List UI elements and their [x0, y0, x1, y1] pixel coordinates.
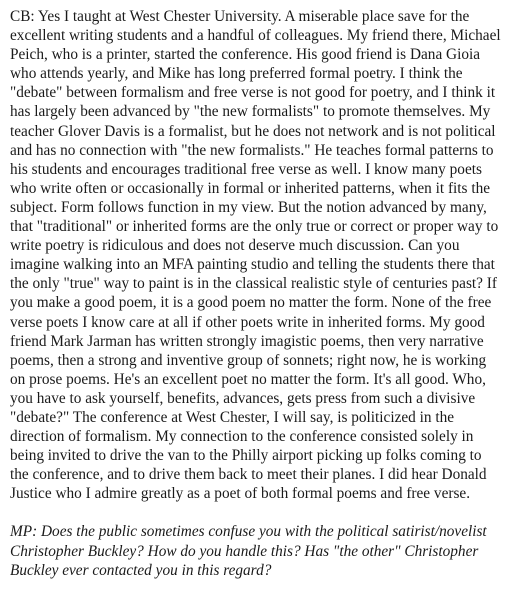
question-paragraph: MP: Does the public sometimes confuse you with the political satirist/novelist Christopher Buckley? How do you handle this? Has "the other" Christopher Buckley ever contacted you in this regard?: [10, 523, 487, 579]
interview-text: [10, 7, 502, 580]
answer-paragraph: CB: Yes I taught at West Chester University. A miserable place save for the excellent writing students and a handful of colleagues. My friend there, Michael Peich, who is a printer, started the conference. His good friend is Dana Gioia who attends yearly, and Mike has long preferred formal poetry. I think the "debate" between formalism and free verse is not good for poetry, and I think it has largely been advanced by "the new formalists" to promote themselves. My teacher Glover Davis is a formalist, but he does not network and is not political and has no connection with "the new formalists." He teaches formal patterns to his students and encourages traditional free verse as well. I know many poets who write often or occasionally in formal or inherited patterns, when it fits the subject. Form follows function in my view. But the notion advanced by many, that "traditional" or inherited forms are the only true or correct or proper way to write poetry is ridiculous and does not deserve much discussion. Can you imagine walking into an MFA painting studio and telling the students there that the only "true" way to paint is in the classical realistic style of centuries past? If you make a good poem, it is a good poem no matter the form. None of the free verse poets I know care at all if other poets write in inherited forms. My good friend Mark Jarman has written strongly imagistic poems, then very narrative poems, then a strong and inventive group of sonnets; right now, he is working on prose poems. He's an excellent poet no matter the form. It's all good. Who, you have to ask yourself, benefits, advances, gets press from such a divisive "debate?" The conference at West Chester, I will say, is politicized in the direction of formalism. My connection to the conference consisted solely in being invited to drive the van to the Philly airport picking up folks coming to the conference, and to drive them back to meet their planes. I did hear Donald Justice who I admire greatly as a poet of both formal poems and free verse.: [10, 8, 501, 503]
